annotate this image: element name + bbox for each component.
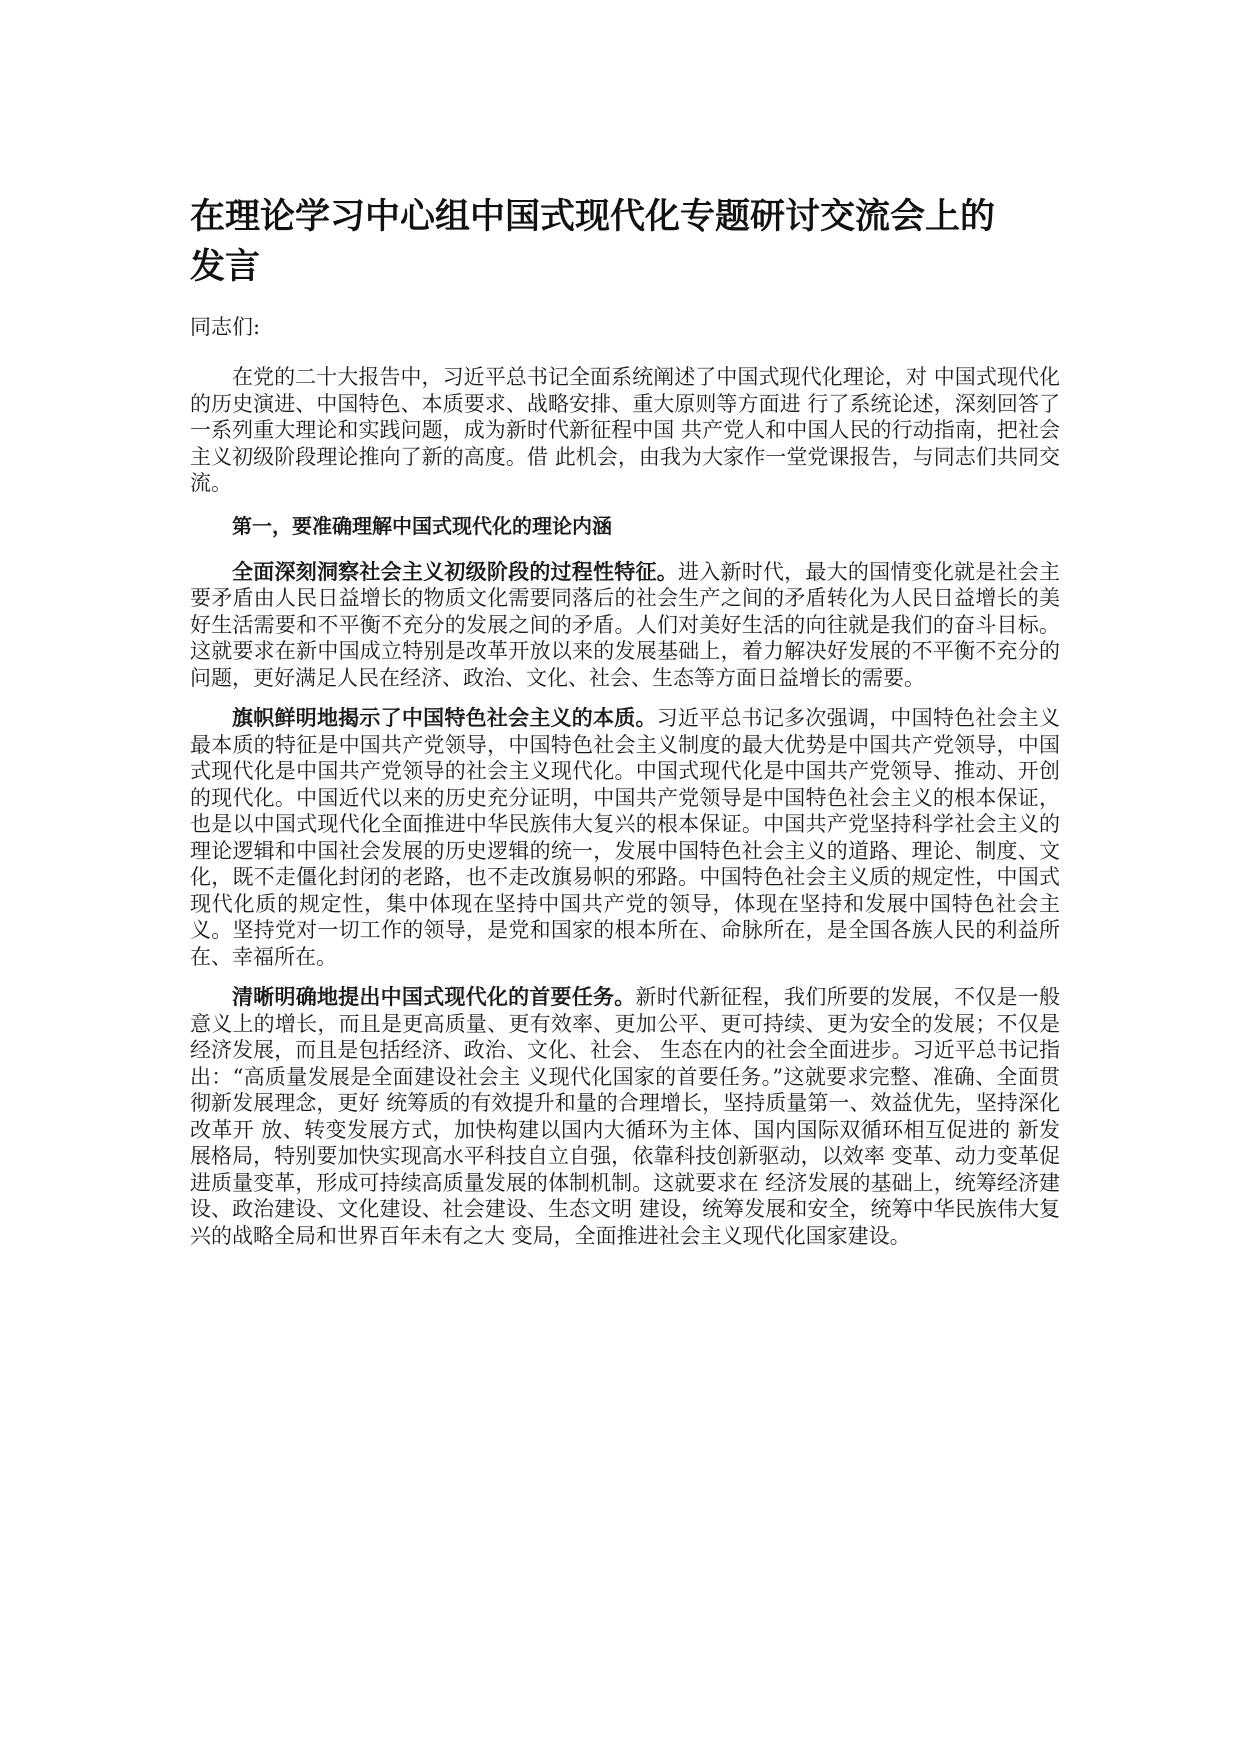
paragraph-3 bbox=[190, 984, 1060, 1249]
paragraph-1 bbox=[190, 559, 1060, 692]
paragraph-1-body: 进入新时代，最大的国情变化就是社会主要矛盾由人民日益增长的物质文化需要同落后的社会生产之间的矛盾转化为人民日益增长的美好生活需要和不平衡不充分的发展之间的矛盾。人们对美好生活的向往就是我们的奋斗目标。这就要求在新中国成立特别是改革开放以来的发展基础上，着力解决好发展的不平衡不充分的问题，更好满足人民在经济、政治、文化、社会、生态等方面日益增长的需要。 bbox=[190, 559, 1061, 690]
salutation: 同志们: bbox=[190, 315, 261, 339]
paragraph-2 bbox=[190, 705, 1060, 970]
paragraph-3-body: 新时代新征程，我们所要的发展，不仅是一般意义上的增长，而且是更高质量、更有效率、更加公平、更可持续、更为安全的发展；不仅是经济发展，而且是包括经济、政治、文化、社会、 生态在内的社会全面进步。习近平总书记指出：“高质量发展是全面建设社会主 义现代化国家的首要任务。”这就要求完整、准确、全面贯彻新发展理念，更好 统筹质的有效提升和量的合理增长，坚持质量第一、效益优先，坚持深化改革开 放、转变发展方式，加快构建以国内大循环为主体、国内国际双循环相互促进的 新发展格局，特别要加快实现高水平科技自立自强，依靠科技创新驱动，以效率 变革、动力变革促进质量变革，形成可持续高质量发展的体制机制。这就要求在 经济发展的基础上，统筹经济建设、政治建设、文化建设、社会建设、生态文明 建设，统筹发展和安全，统筹中华民族伟大复兴的战略全局和世界百年未有之大 变局，全面推进社会主义现代化国家建设。 bbox=[190, 985, 1060, 1248]
paragraph-2-lead: 旗帜鲜明地揭示了中国特色社会主义的本质。 bbox=[232, 706, 657, 730]
intro-paragraph: 在党的二十大报告中，习近平总书记全面系统阐述了中国式现代化理论，对 中国式现代化的历史演进、中国特色、本质要求、战略安排、重大原则等方面进 行了系统论述，深刻回答了一系列重大理论和实践问题，成为新时代新征程中国 共产党人和中国人民的行动指南，把社会主义初级阶段理论推向了新的高度。借 此机会，由我为大家作一堂党课报告，与同志们共同交流。 bbox=[190, 365, 1060, 495]
document-title: 在理论学习中心组中国式现代化专题研讨交流会上的发言 bbox=[190, 197, 996, 287]
section-heading-1: 第一，要准确理解中国式现代化的理论内涵 bbox=[232, 513, 612, 538]
document-page bbox=[190, 192, 1060, 1263]
paragraph-1-lead: 全面深刻洞察社会主义初级阶段的过程性特征。 bbox=[232, 559, 678, 584]
paragraph-3-lead: 清晰明确地提出中国式现代化的首要任务。 bbox=[232, 985, 636, 1009]
paragraph-2-body: 习近平总书记多次强调，中国特色社会主义最本质的特征是中国共产党领导，中国特色社会主义制度的最大优势是中国共产党领导，中国式现代化是中国共产党领导的社会主义现代化。中国式现代化是中国共产党领导、推动、开创的现代化。中国近代以来的历史充分证明，中国共产党领导是中国特色社会主义的根本保证，也是以中国式现代化全面推进中华民族伟大复兴的根本保证。中国共产党坚持科学社会主义的理论逻辑和中国社会发展的历史逻辑的统一，发展中国特色社会主义的道路、理论、制度、文化，既不走僵化封闭的老路，也不走改旗易帜的邪路。中国特色社会主义质的规定性，中国式现代化质的规定性，集中体现在坚持中国共产党的领导，体现在坚持和发展中国特色社会主义。坚持党对一切工作的领导，是党和国家的根本所在、命脉所在，是全国各族人民的利益所在、幸福所在。 bbox=[190, 706, 1061, 969]
